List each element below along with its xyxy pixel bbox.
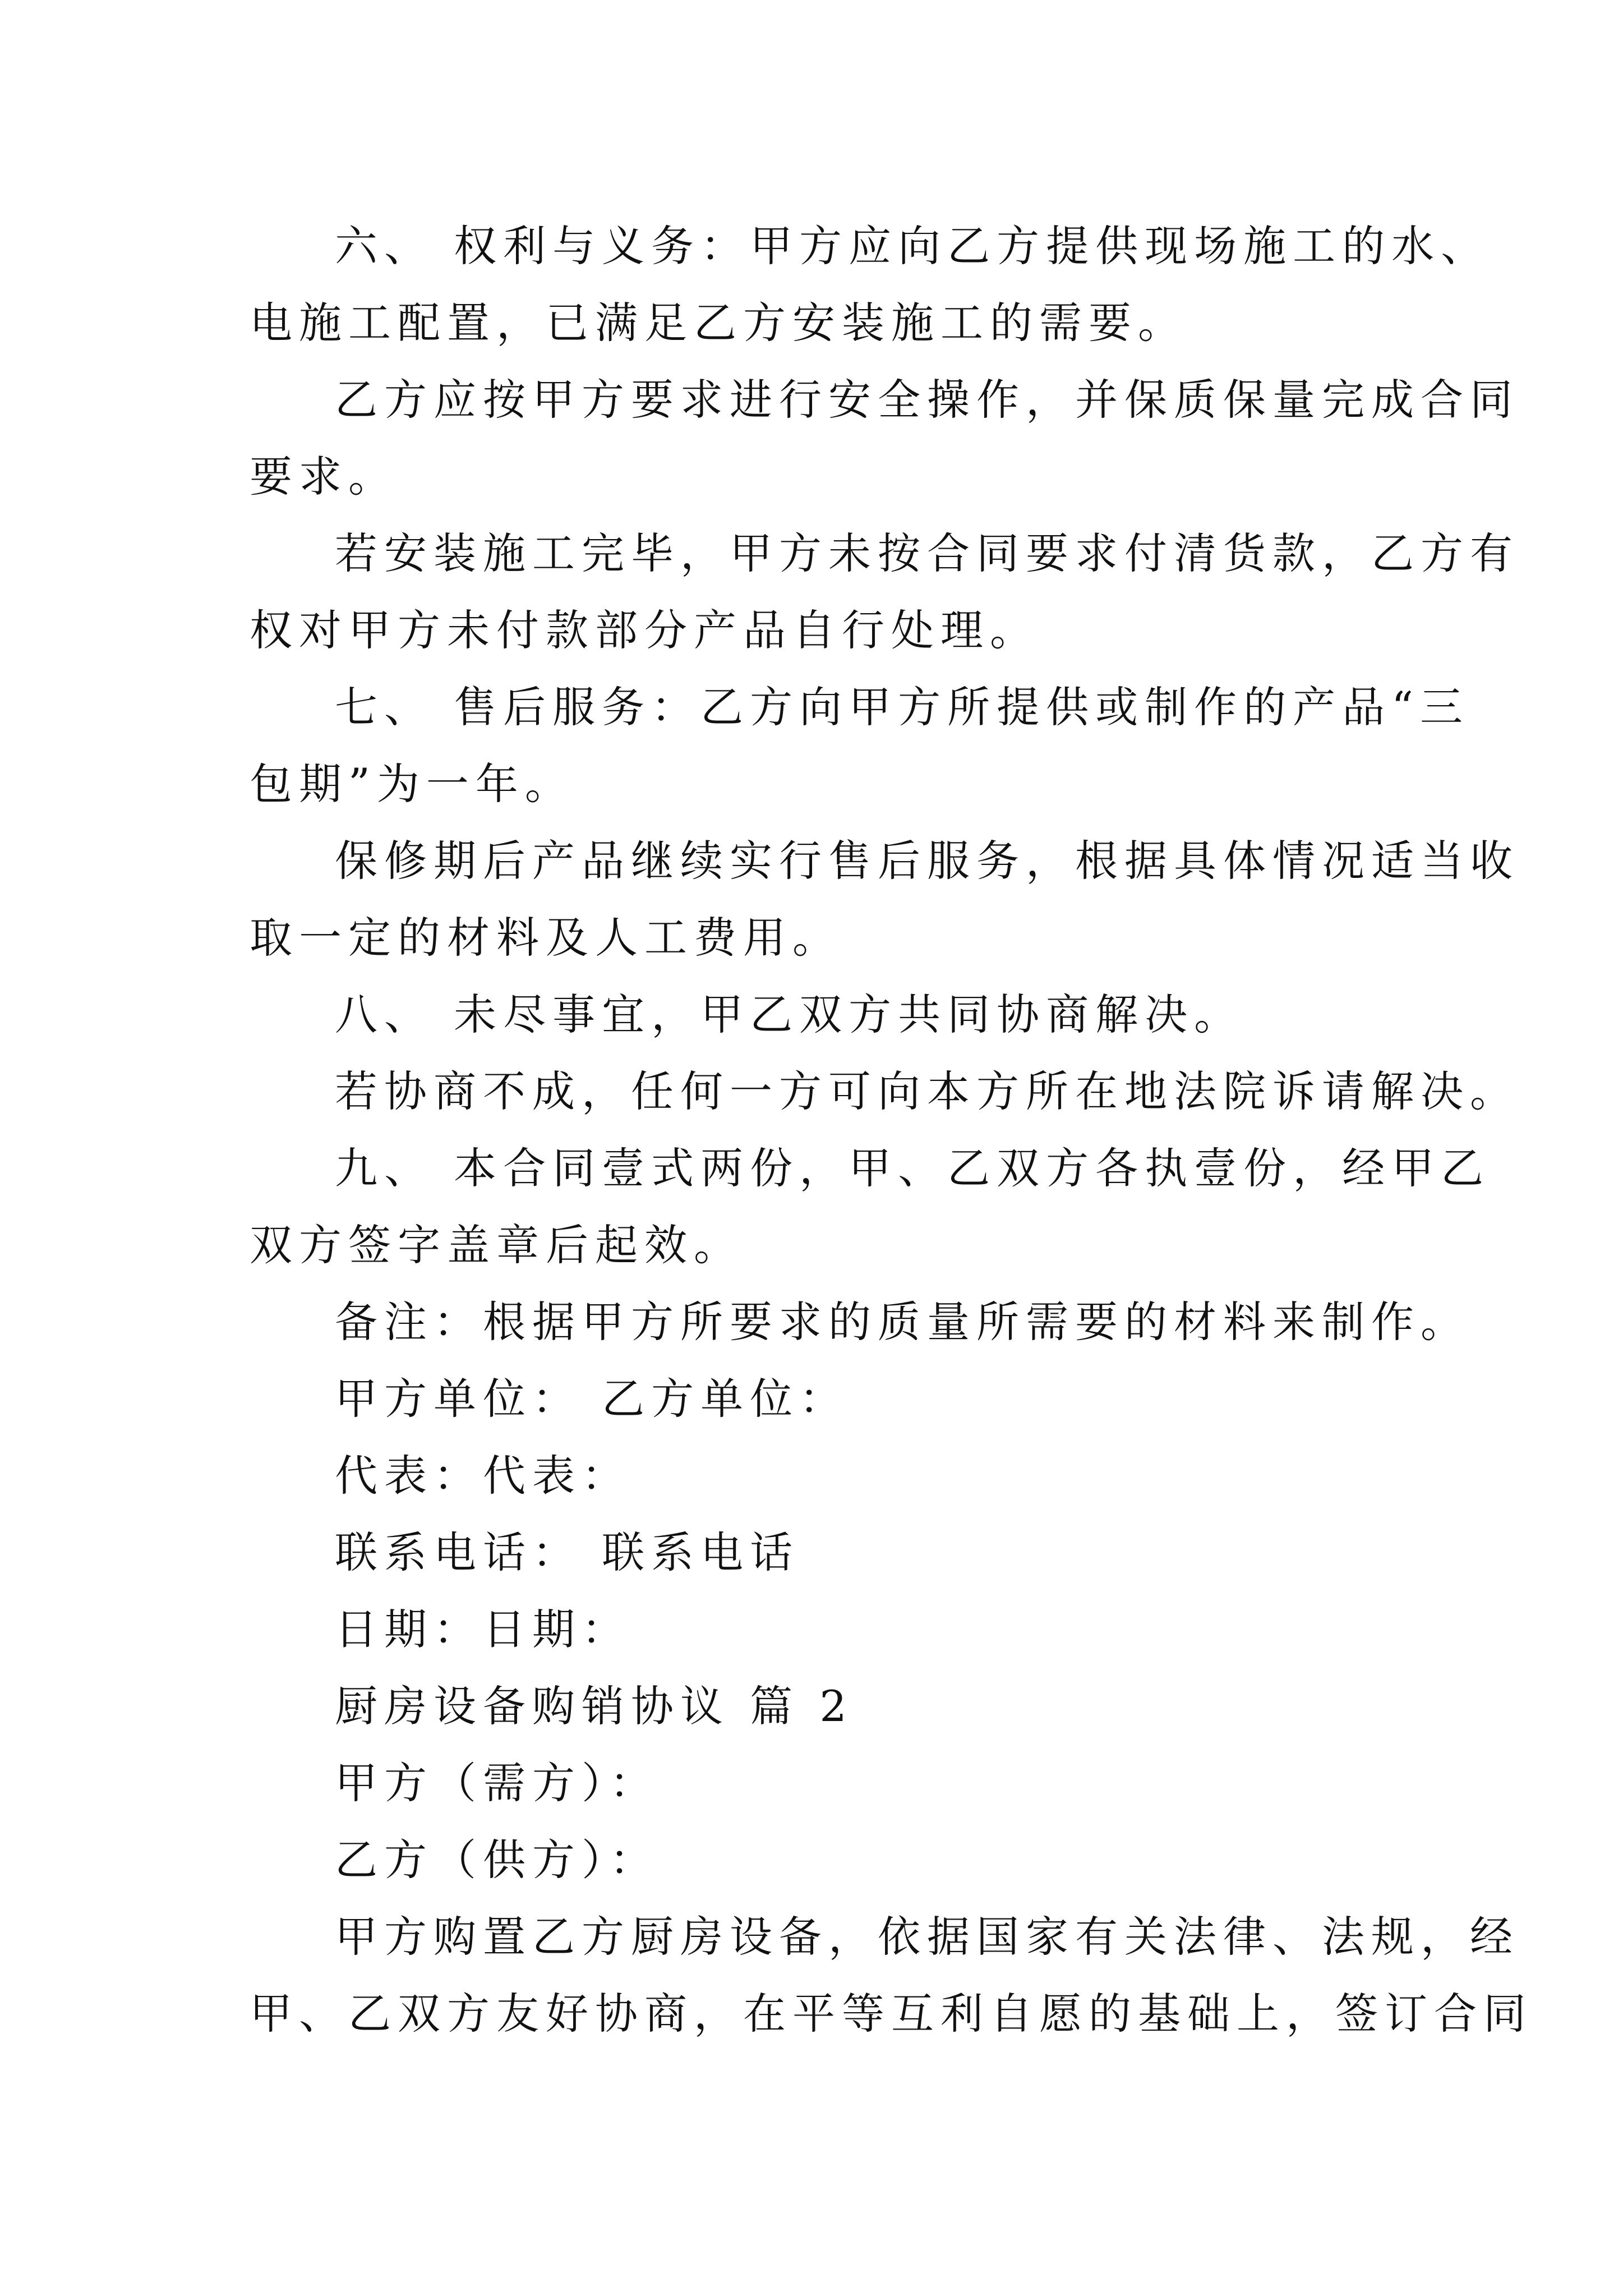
- section-heading: 厨房设备购销协议 篇 2: [335, 1681, 854, 1731]
- paragraph-line: 若协商不成，任何一方可向本方所在地法院诉请解决。: [335, 1066, 1519, 1116]
- clause-9-line-2: 双方签字盖章后起效。: [250, 1220, 743, 1270]
- date-line: 日期：日期：: [335, 1604, 631, 1654]
- remark-line: 备注：根据甲方所要求的质量所需要的材料来制作。: [335, 1297, 1470, 1347]
- paragraph-line: 权对甲方未付款部分产品自行处理。: [250, 605, 1039, 655]
- document-body: [250, 208, 1533, 2052]
- paragraph-line: 甲、乙双方友好协商，在平等互利自愿的基础上，签订合同: [250, 1989, 1533, 2039]
- phone-line: 联系电话： 联系电话: [335, 1527, 800, 1577]
- clause-6-line-1: 六、 权利与义务：甲方应向乙方提供现场施工的水、: [335, 221, 1491, 271]
- representative-line: 代表：代表：: [335, 1451, 631, 1501]
- party-b-line: 乙方（供方）：: [335, 1835, 659, 1885]
- party-unit-line: 甲方单位： 乙方单位：: [335, 1374, 849, 1424]
- paragraph-line: 乙方应按甲方要求进行安全操作，并保质保量完成合同: [335, 375, 1519, 425]
- paragraph-line: 甲方购置乙方厨房设备，依据国家有关法律、法规，经: [335, 1912, 1519, 1962]
- clause-8-line: 八、 未尽事宜，甲乙双方共同协商解决。: [335, 990, 1244, 1039]
- clause-9-line-1: 九、 本合同壹式两份，甲、乙双方各执壹份，经甲乙: [335, 1143, 1491, 1193]
- paragraph-line: 若安装施工完毕，甲方未按合同要求付清货款，乙方有: [335, 528, 1519, 578]
- paragraph-line: 取一定的材料及人工费用。: [250, 913, 842, 963]
- party-a-line: 甲方（需方）：: [335, 1758, 659, 1808]
- clause-7-line-2: 包期”为一年。: [250, 759, 574, 809]
- clause-6-line-2: 电施工配置，已满足乙方安装施工的需要。: [250, 298, 1187, 348]
- paragraph-line: 要求。: [250, 452, 398, 501]
- paragraph-line: 保修期后产品继续实行售后服务，根据具体情况适当收: [335, 836, 1519, 886]
- clause-7-line-1: 七、 售后服务：乙方向甲方所提供或制作的产品“三: [335, 682, 1470, 732]
